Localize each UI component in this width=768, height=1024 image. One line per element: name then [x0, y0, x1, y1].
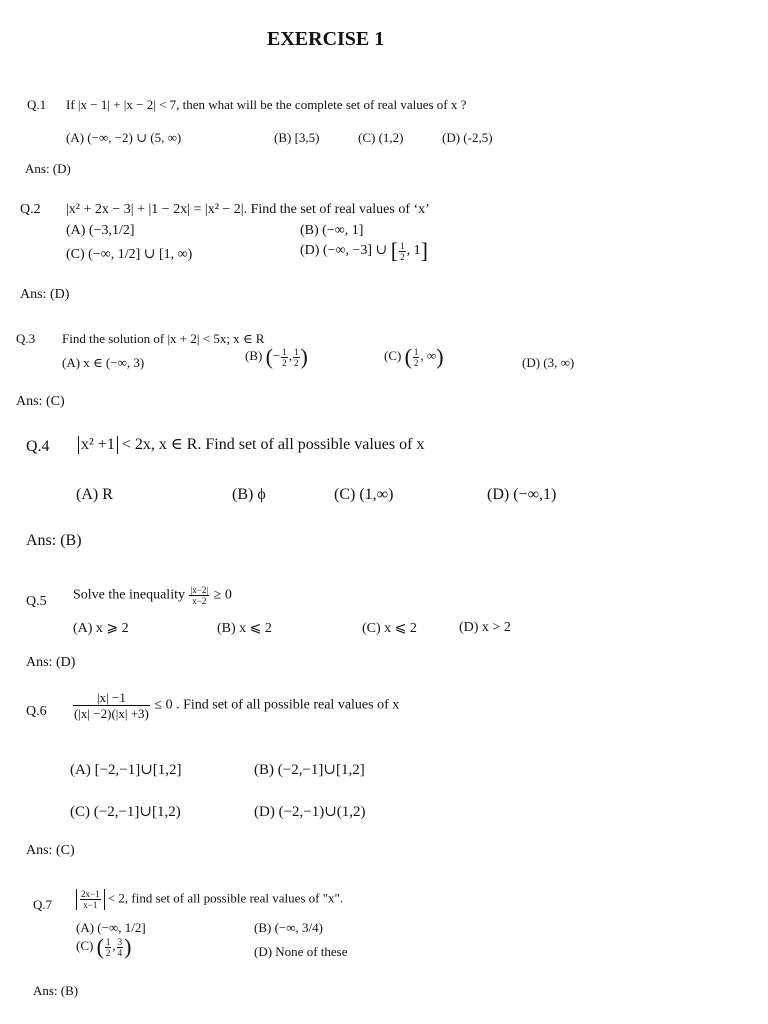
- answer: Ans: (C): [26, 843, 75, 858]
- question-text: |x² + 2x − 3| + |1 − 2x| = |x² − 2|. Find the set of real values of ‘x’: [66, 202, 430, 217]
- fraction: [80, 889, 101, 910]
- question-text: Find the solution of |x + 2| < 5x; x ∈ R: [62, 331, 265, 346]
- fraction-denominator: 2: [294, 357, 299, 368]
- fraction: [105, 937, 112, 958]
- relation: ≥ 0: [213, 587, 232, 603]
- answer: Ans: (D): [20, 287, 70, 302]
- answer: Ans: (D): [26, 655, 76, 670]
- fraction: [399, 241, 406, 262]
- option-a: (A) x ∈ (−∞, 3): [62, 355, 145, 370]
- question-text-main: Solve the inequality: [73, 587, 185, 603]
- paren-close: ): [436, 344, 444, 369]
- option-d: (D) None of these: [254, 944, 348, 959]
- fraction-numerator: 1: [105, 936, 111, 947]
- option-a: (A) x ⩾ 2: [73, 621, 129, 636]
- question-text: [76, 889, 343, 910]
- paren-close: ): [124, 934, 132, 959]
- fraction-numerator: 1: [294, 346, 299, 357]
- option-d: (D) (−2,−1)∪(1,2): [254, 804, 366, 820]
- option-label: (C): [384, 347, 402, 363]
- fraction: [281, 347, 288, 368]
- paren-open: (: [96, 934, 104, 959]
- fraction-numerator: |x| −1: [73, 690, 150, 706]
- option-a: (A) R: [76, 486, 113, 503]
- paren-open: (: [265, 344, 273, 369]
- option-b: (B) ϕ: [232, 486, 266, 503]
- fraction: [293, 347, 300, 368]
- fraction: [117, 937, 124, 958]
- fraction-numerator: |x−2|: [190, 585, 209, 595]
- option-b: (B) (−∞, 3/4): [254, 920, 323, 935]
- question-text: [78, 434, 424, 454]
- option-d: (D) (-2,5): [442, 130, 493, 145]
- question-number: Q.2: [20, 202, 41, 217]
- fraction-denominator: x−2: [192, 596, 207, 606]
- bracket-close: ]: [420, 238, 428, 263]
- fraction-numerator: 3: [117, 936, 123, 947]
- question-text-rest: ≤ 0 . Find set of all possible real values of x: [154, 697, 400, 713]
- option-c: (C) (−2,−1]∪[1,2): [70, 804, 181, 820]
- question-number: Q.5: [26, 594, 47, 609]
- question-number: Q.7: [33, 897, 53, 912]
- answer: Ans: (B): [26, 532, 82, 549]
- fraction-numerator: 1: [400, 240, 405, 251]
- option-d-suffix: , 1: [406, 243, 421, 259]
- fraction-denominator: x−1: [83, 900, 98, 910]
- answer: Ans: (C): [16, 394, 65, 409]
- option-c: (C) (−∞, 1/2] ∪ [1, ∞): [66, 247, 193, 262]
- abs-content: x² +1: [81, 436, 115, 454]
- option-a: (A) [−2,−1]∪[1,2]: [70, 762, 182, 778]
- option-a: (A) (−∞, 1/2]: [76, 920, 146, 935]
- option-label: (B): [245, 347, 263, 363]
- option-c: [384, 346, 444, 368]
- fraction: [189, 585, 209, 606]
- absolute-value: [76, 889, 105, 910]
- fraction-denominator: 2: [400, 251, 405, 262]
- question-text-rest: < 2, find set of all possible real values of "x".: [107, 890, 344, 906]
- option-b: (B) (− $\frac{1}{2}$ , $\frac{1}{2}$ ): [245, 344, 308, 369]
- fraction-numerator: 2x−1: [81, 889, 100, 899]
- option-c: (C) (1,∞): [334, 486, 394, 503]
- question-number: Q.1: [27, 97, 47, 112]
- option-label: (C): [76, 937, 94, 953]
- question-number: Q.4: [26, 438, 50, 455]
- answer: Ans: (B): [33, 983, 79, 998]
- option-d-prefix: (D) (−∞, −3] ∪: [300, 243, 391, 259]
- question-number: Q.6: [26, 704, 47, 719]
- option-c: (C) (1,2): [358, 130, 404, 145]
- answer: Ans: (D): [25, 161, 71, 176]
- option-b: (B) x ⩽ 2: [217, 621, 272, 636]
- question-number: Q.3: [16, 331, 36, 346]
- option-d: (D) (−∞,1): [487, 486, 557, 503]
- question-text: [73, 585, 232, 606]
- fraction-denominator: 2: [413, 357, 419, 368]
- fraction-numerator: 1: [413, 346, 419, 357]
- fraction-denominator: 2: [105, 947, 111, 958]
- bracket-open: [: [390, 238, 399, 263]
- fraction: [413, 347, 420, 368]
- paren-open: (: [404, 344, 412, 369]
- option-a: (A) (−∞, −2) ∪ (5, ∞): [66, 130, 182, 145]
- fraction: [73, 690, 150, 721]
- fraction-numerator: 1: [282, 346, 287, 357]
- option-d: [300, 240, 428, 262]
- option-c: (C) x ⩽ 2: [362, 621, 417, 636]
- option-a: (A) (−3,1/2]: [66, 223, 135, 238]
- option-c: (C) ( $\frac{1}{2}$ , $\frac{3}{4}$ ): [76, 934, 132, 959]
- option-b: (B) [3,5): [274, 130, 320, 145]
- option-b: (B) (−2,−1]∪[1,2]: [254, 762, 365, 778]
- page-title: EXERCISE 1: [267, 28, 385, 50]
- fraction-denominator: 2: [282, 357, 287, 368]
- fraction-denominator: 4: [117, 947, 123, 958]
- absolute-value: [78, 436, 118, 454]
- option-d: (D) (3, ∞): [522, 355, 575, 370]
- option-d: (D) x > 2: [459, 620, 511, 635]
- option-c-tail: , ∞: [420, 347, 437, 363]
- paren-close: ): [300, 344, 308, 369]
- fraction-denominator: (|x| −2)(|x| +3): [74, 706, 149, 721]
- question-text-rest: < 2x, x ∈ R. Find set of all possible values of x: [121, 436, 425, 453]
- question-text: If |x − 1| + |x − 2| < 7, then what will be the complete set of real values of x ?: [66, 97, 467, 112]
- option-b: (B) (−∞, 1]: [300, 223, 364, 238]
- question-text: [72, 690, 399, 721]
